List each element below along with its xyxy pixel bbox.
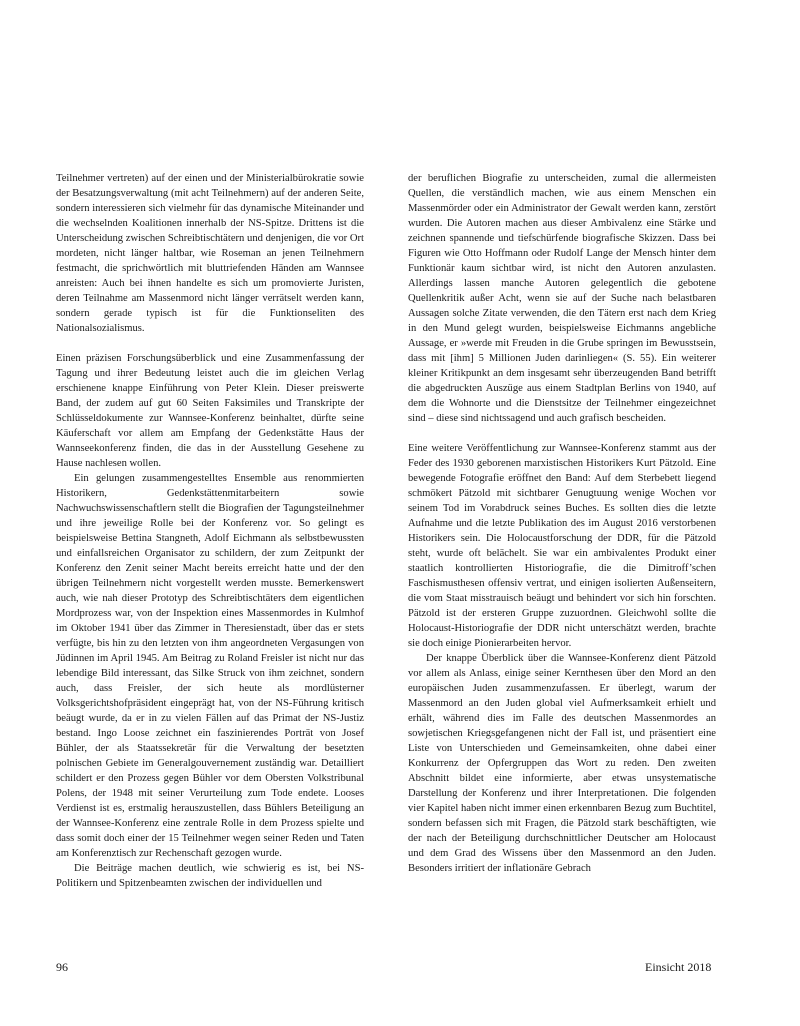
journal-footer: Einsicht 2018 [645,960,712,974]
right-text-column [408,171,716,876]
paragraph-klein-review: Einen präzisen Forschungsüberblick und eine Zusammenfassung der Tagung und ihrer Bedeutung leistet auch die im gleichen Verlag erschienene knappe Einführung von Peter Klein. Dieser preiswerte Band, der zudem auf gut 60 Seiten Faksimiles und Transkripte der Schlüsseldokumente zur Wannsee-Konferenz beinhaltet, dürfte seine Käuferschaft vor allem am Empfang der Gedenkstätte Haus der Wannseekonferenz finden, die das in der Ausstellung Gesehene zu Hause nachlesen wollen. [56,353,364,469]
paragraph-continuation: Teilnehmer vertreten) auf der einen und der Ministerialbürokratie sowie der Besatzungsverwaltung (mit acht Teilnehmern) auf der anderen Seite, sondern interessieren sich vielmehr für das dynamische Miteinander und die wechselnden Koalitionen innerhalb der NS-Spitze. Drittens ist die Unterscheidung zwischen Schreibtischtätern und denjenigen, die vor Ort mordeten, nicht länger haltbar, wie Roseman an jenen Teilnehmern festmacht, die sprichwörtlich mit bluttriefenden Händen am Wannsee anreisten: Auch bei ihnen handelte es sich um promovierte Juristen, deren Teilnahme am Massenmord nicht länger verrätselt werden kann, sondern gerade typisch ist für die Funktionseliten des Nationalsozialismus. [56,173,364,334]
paragraph-contributions: Die Beiträge machen deutlich, wie schwierig es ist, bei NS-Politikern und Spitzenbeamten zwischen der individuellen und [56,863,364,889]
paragraph-sources-critique: der beruflichen Biografie zu unterscheiden, zumal die allermeisten Quellen, die verständlich machen, wie aus einem Menschen ein Massenmörder oder ein Administrator der Gewalt werden kann, zerstört wurden. Die Autoren machen aus dieser Ambivalenz eine Stärke und zeichnen spannende und tiefschürfende biografische Skizzen. Dass bei Figuren wie Otto Hoffmann oder Rudolf Lange der Mensch hinter dem Funktionär kaum sichtbar wird, ist nicht den Autoren anzulasten. Allerdings lassen manche Autoren gelegentlich die gebotene Quellenkritik außer Acht, wenn sie auf der Suche nach belastbaren Aussagen solche Zitate verwenden, die den Tätern erst nach dem Krieg in den Mund gelegt wurden, beispielsweise Eichmanns angebliche Aussage, er »werde mit Freuden in die Grube springen im Bewusstsein, dass mit [ihm] 5 Millionen Juden darinliegen« (S. 55). Ein weiterer kleiner Kritikpunkt an dem insgesamt sehr überzeugenden Band betrifft die abgedruckten Auszüge aus einem Stadtplan Berlins von 1940, auf dem die Wohnorte und die Dienstsitze der Teilnehmer eingezeichnet sind – diese sind nichtssagend und auch grafisch bescheiden. [408,173,716,424]
paragraph-paetzold-overview: Der knappe Überblick über die Wannsee-Konferenz dient Pätzold vor allem als Anlass, einige seiner Kernthesen über den Mord an den europäischen Juden zusammenzufassen. Er überlegt, warum der Massenmord an den Juden global viel Aufmerksamkeit erhielt und erhält, während dies im Falle des deutschen Massenmordes an sowjetischen Kriegsgefangenen nicht der Fall ist, und präsentiert eine Liste von Unterschieden und Gemeinsamkeiten, ohne dabei einer Konkurrenz der Opfergruppen das Wort zu reden. Den zweiten Abschnitt bildet eine informierte, aber etwas unsystematische Darstellung der Konferenz und ihrer Interpretationen. Die folgenden vier Kapitel haben nicht immer einen erkennbaren Bezug zum Buchtitel, sondern befassen sich mit Fragen, die Pätzold stark beschäftigten, wie der nach der Beteiligung durchschnittlicher Deutscher am Holocaust und dem Grad des Wissens über den Massenmord an den Juden. Besonders irritiert der inflationäre Gebrach [408,653,716,874]
paragraph-biographies: Ein gelungen zusammengestelltes Ensemble aus renommierten Historikern, Gedenkstättenmitarbeitern sowie Nachwuchswissenschaftlern stellt die Biografien der Tagungsteilnehmer und ihre jeweilige Rolle bei der Konferenz vor. So gelingt es beispielsweise Bettina Stangneth, Adolf Eichmann als selbstbewussten und einfallsreichen Organisator zu schildern, der zum Zeitpunkt der Konferenz den Zenit seiner Macht bereits erreicht hatte und der den übrigen Teilnehmern nicht vorgestellt werden musste. Bemerkenswert auch, wie nah dieser Prototyp des Schreibtischtäters dem eigentlichen Mordprozess war, von der Inspektion eines Massenmordes in Kulmhof im Oktober 1941 über das Zimmer in Theresienstadt, über das er stets verfügte, bis hin zu den letzten von ihm angeordneten Vergasungen von Jüdinnen im April 1945. Am Beitrag zu Roland Freisler ist nicht nur das lebendige Bild interessant, das Silke Struck von ihm zeichnet, sondern auch, dass Freisler, der sich heute als mordlüsterner Volksgerichtshofpräsident eingeprägt hat, von der NS-Führung kritisch beäugt wurde, da er in zu vielen Fällen auf das Primat der NS-Justiz bestand. Ingo Loose zeichnet ein faszinierendes Porträt von Josef Bühler, der als Staatssekretär für die Verwaltung der besetzten polnischen Gebiete im Generalgouvernement zuständig war. Detailliert schildert er den Prozess gegen Bühler vor dem Obersten Volkstribunal Polens, der 1948 mit seiner Verurteilung zum Tode endete. Looses Verdienst ist es, erstmalig herauszustellen, dass Bühlers Beteiligung an der Wannsee-Konferenz eine zentrale Rolle in dem Prozess spielte und dass somit doch einer der 15 Teilnehmer wegen seiner Reden und Taten am Konferenztisch zur Rechenschaft gezogen wurde. [56,473,364,859]
left-text-column [56,171,364,891]
paragraph-paetzold-intro: Eine weitere Veröffentlichung zur Wannsee-Konferenz stammt aus der Feder des 1930 geborenen marxistischen Historikers Kurt Pätzold. Eine bewegende Fotografie eröffnet den Band: Auf dem Sterbebett liegend schmökert Pätzold mit sichtbarer Genugtuung wenige Wochen vor seinem Tod im Vorabdruck seines Buches. Es sollten dies die letzte Aufnahme und die letzte Publikation des im August 2016 verstorbenen Historikers sein. Die Holocaustforschung der DDR, für die Pätzold steht, wurde oft belächelt. Sie war ein ambivalentes Produkt einer staatlich kontrollierten Historiografie, die die Dimitroff’schen Faschismusthesen offensiv vertrat, und einigen isolierten Außenseitern, die vom Staat misstrauisch beäugt und behindert vor sich hin forschten. Pätzold ist der ersteren Gruppe zuzuordnen. Gleichwohl sollte die Holocaust-Historiografie der DDR nicht unterschätzt werden, brachte sie doch einige Pionierarbeiten hervor. [408,443,716,649]
page-number: 96 [56,960,68,974]
